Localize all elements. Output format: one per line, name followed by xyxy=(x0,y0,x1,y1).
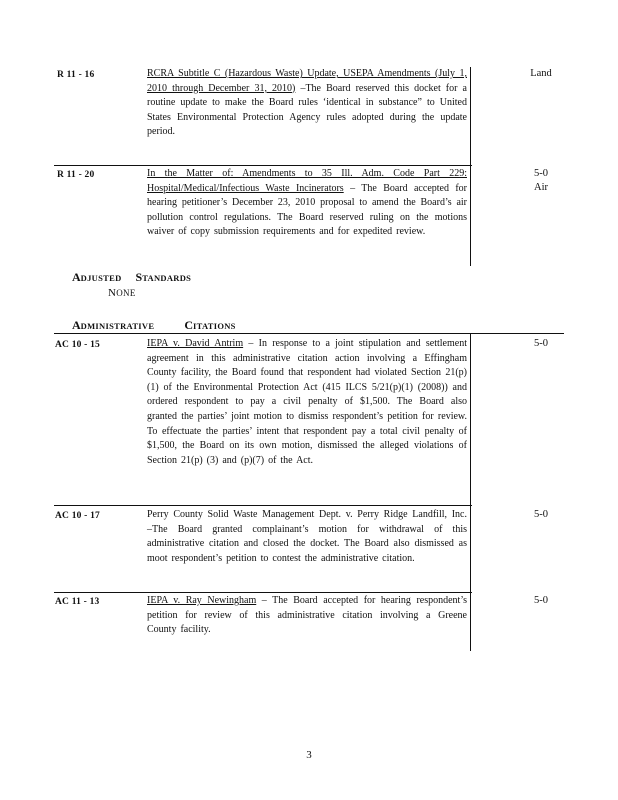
case-title: In the Matter of: Amendments to 35 Ill. Adm. Code Part 229: Hospital/Medical/Infectious Waste Incinerators xyxy=(147,168,467,194)
case-description xyxy=(147,67,467,140)
vote-count: Land xyxy=(530,68,552,79)
vote-count: 5-0 xyxy=(534,168,548,179)
case-title: IEPA v. Ray Newingham xyxy=(147,595,257,606)
case-text: – In response to a joint stipulation and settlement agreement in this administrative citation action involving a Effingham County facility, the Board found that respondent had violated Section 21(p)(1) of the Environmental Protection Act (415 ILCS 5/21(p)(1) (2008)) and ordered respondent to pay a civil penalty of $1,500. The Board also granted the parties’ joint motion to dismiss respondent’s petition for review. To effectuate the parties’ intent that respondent pay a total civil penalty of $1,500, the Board on its own motion, dismissed the alleged violations of Section 21(p) (3) and (p)(7) of the Act. xyxy=(147,338,467,466)
section-heading-adjusted-standards: ADJUSTED STANDARDS xyxy=(72,270,192,284)
adjusted-standards-none: NONE xyxy=(108,287,136,299)
case-number: AC 10 - 15 xyxy=(55,340,101,350)
case-number: R 11 - 16 xyxy=(57,70,95,80)
case-description xyxy=(147,594,467,638)
case-description xyxy=(147,508,467,566)
case-title: RCRA Subtitle C (Hazardous Waste) Update, USEPA Amendments (July 1, 2010 through December 31, 2010) xyxy=(147,68,467,94)
column-divider xyxy=(470,333,471,651)
vote-result xyxy=(518,67,564,81)
case-title: IEPA v. David Antrim xyxy=(147,338,244,349)
vote-result xyxy=(518,167,564,195)
vote-result xyxy=(518,594,564,608)
vote-count: 5-0 xyxy=(534,338,548,349)
case-number: AC 11 - 13 xyxy=(55,597,100,607)
case-text: – The Board accepted for hearing respondent’s petition for review of this administrative citation involving a Greene County facility. xyxy=(147,595,468,636)
column-divider xyxy=(470,67,471,266)
vote-count: 5-0 xyxy=(534,595,548,606)
case-text: – The Board accepted for hearing petitioner’s December 23, 2010 proposal to amend the Board’s air pollution control regulations. The Board reserved ruling on the motions waiver of copy submission requirements and for expedited review. xyxy=(147,182,468,238)
case-text: Perry County Solid Waste Management Dept. v. Perry Ridge Landfill, Inc. –The Board granted complainant’s motion for withdrawal of this administrative citation and closed the docket. The Board also dismissed as moot respondent’s petition to contest the administrative citation. xyxy=(147,509,467,564)
case-text: –The Board reserved this docket for a routine update to make the Board rules ‘identical in substance” to United States Environmental Protection Agency rules adopted during the update period. xyxy=(147,82,467,138)
section-rule xyxy=(54,333,564,334)
case-number: AC 10 - 17 xyxy=(55,511,101,521)
row-divider xyxy=(54,165,472,166)
row-divider xyxy=(54,592,472,593)
case-description xyxy=(147,167,467,240)
case-description xyxy=(147,337,467,468)
page-number: 3 xyxy=(306,749,312,761)
vote-category: Air xyxy=(534,182,548,193)
section-heading-administrative-citations: ADMINISTRATIVE CITATIONS xyxy=(72,318,236,332)
row-divider xyxy=(54,505,472,506)
vote-result xyxy=(518,508,564,522)
vote-result xyxy=(518,337,564,351)
case-number: R 11 - 20 xyxy=(57,170,95,180)
vote-count: 5-0 xyxy=(534,509,548,520)
